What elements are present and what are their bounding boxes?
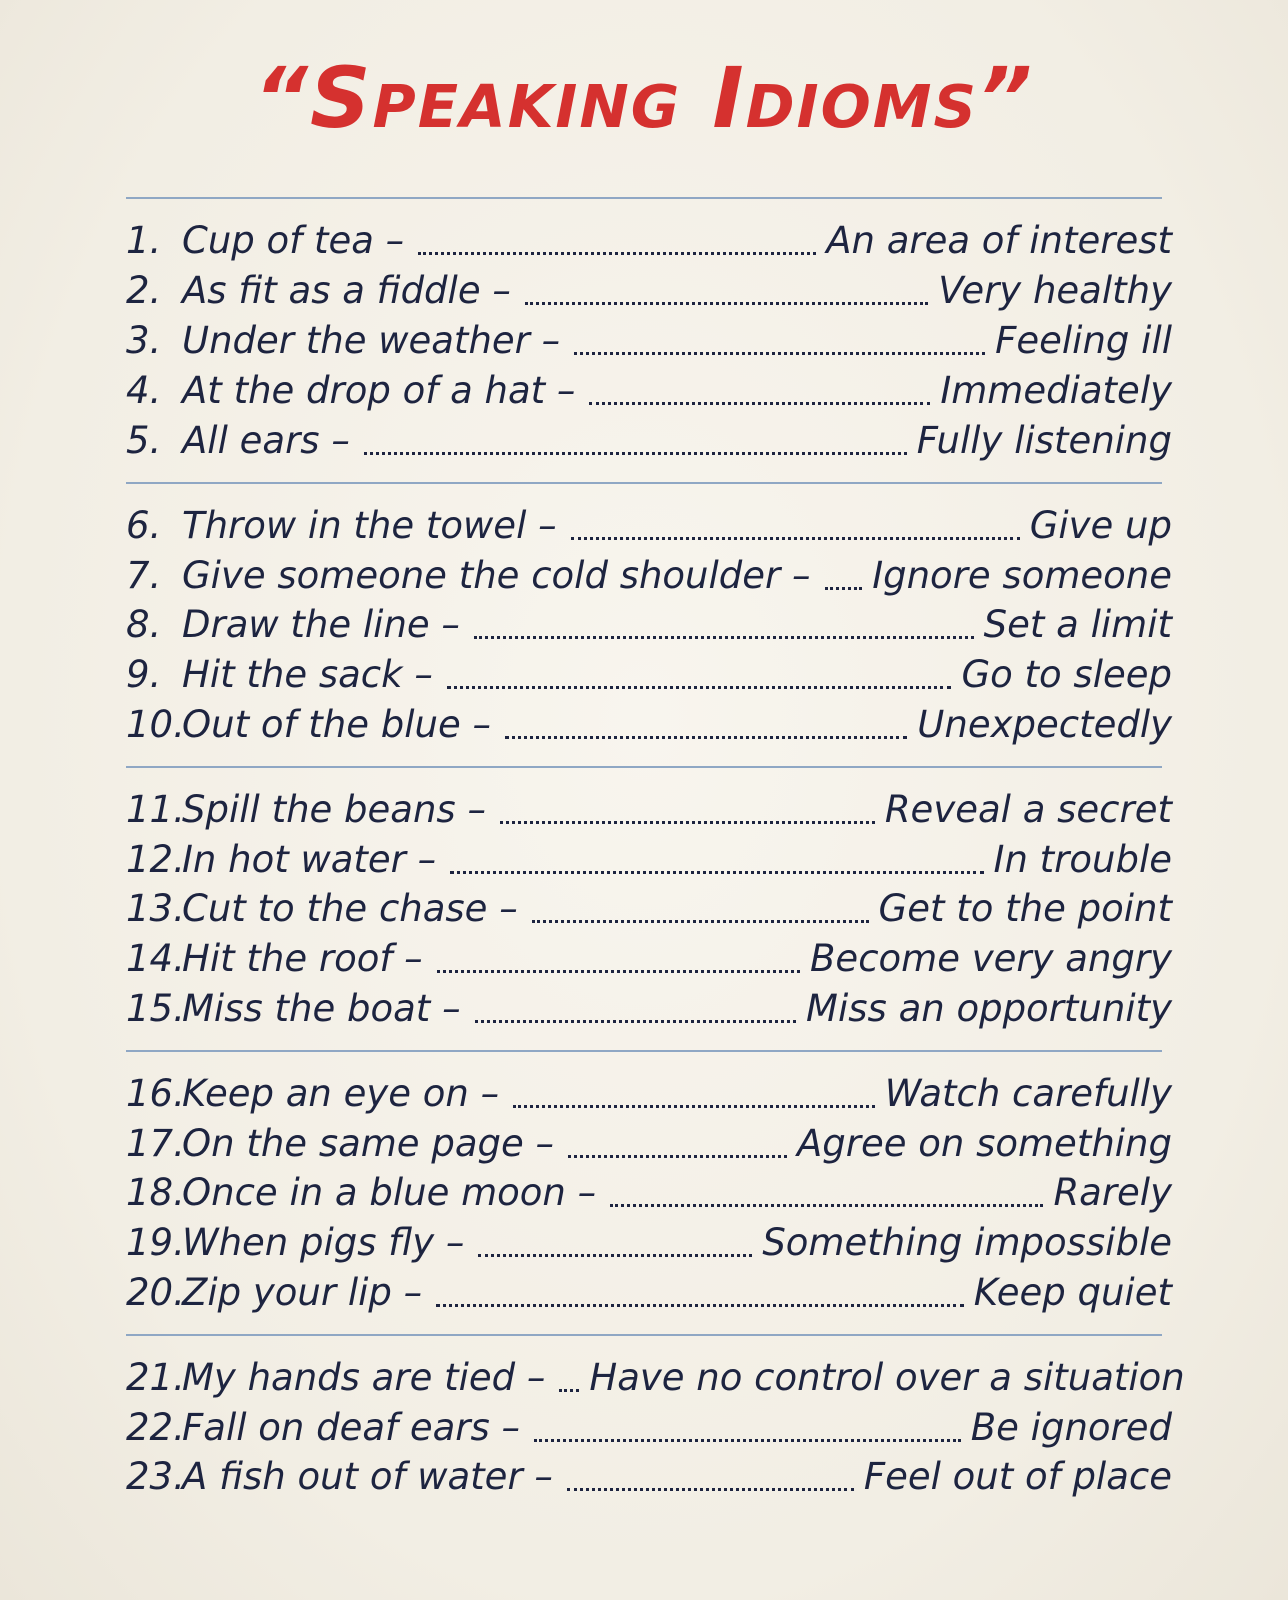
idiom-text: In hot water –: [182, 838, 437, 881]
idiom-row: [126, 1218, 1172, 1268]
item-number: 9.: [126, 653, 162, 696]
section-divider: [126, 766, 1162, 768]
dotted-leader: [532, 920, 869, 923]
item-number: 2.: [126, 269, 162, 312]
item-number: 19.: [126, 1221, 185, 1264]
dotted-leader: [450, 871, 983, 874]
item-number: 8.: [126, 603, 162, 646]
idiom-meaning: Set a limit: [983, 603, 1172, 646]
item-number: 22.: [126, 1406, 185, 1449]
idiom-row: [126, 650, 1172, 700]
idiom-text: Once in a blue moon –: [182, 1171, 597, 1214]
idiom-text: Under the weather –: [182, 319, 561, 362]
idiom-text: Give someone the cold shoulder –: [182, 554, 811, 597]
idiom-text: Zip your lip –: [182, 1271, 423, 1314]
idiom-meaning: Get to the point: [878, 887, 1172, 930]
idiom-text: Cut to the chase –: [182, 887, 518, 930]
idiom-text: Miss the boat –: [182, 987, 461, 1030]
idiom-meaning: Go to sleep: [961, 653, 1172, 696]
item-number: 5.: [126, 419, 162, 462]
idiom-row: [126, 1069, 1172, 1119]
dotted-leader: [559, 1389, 579, 1392]
idiom-meaning: Feel out of place: [863, 1455, 1172, 1498]
dotted-leader: [534, 1439, 961, 1442]
idiom-text: As fit as a fiddle –: [182, 269, 511, 312]
dotted-leader: [610, 1204, 1043, 1207]
idiom-meaning: In trouble: [993, 838, 1172, 881]
section-divider: [126, 197, 1162, 199]
idiom-meaning: Have no control over a situation: [589, 1356, 1185, 1399]
idiom-meaning: Give up: [1029, 504, 1172, 547]
item-number: 12.: [126, 838, 185, 881]
idiom-meaning: Immediately: [940, 369, 1172, 412]
item-number: 4.: [126, 369, 162, 412]
idiom-row: [126, 934, 1172, 984]
idiom-row: [126, 1119, 1172, 1169]
dotted-leader: [571, 537, 1020, 540]
idiom-row: [126, 316, 1172, 366]
idiom-meaning: Reveal a secret: [884, 788, 1172, 831]
idiom-row: [126, 416, 1172, 466]
idiom-row: [126, 984, 1172, 1034]
idiom-meaning: Something impossible: [762, 1221, 1172, 1264]
dotted-leader: [474, 636, 974, 639]
idiom-row: [126, 366, 1172, 416]
section-divider: [126, 1334, 1162, 1336]
dotted-leader: [418, 252, 816, 255]
item-number: 18.: [126, 1171, 185, 1214]
section-divider: [126, 482, 1162, 484]
idiom-text: Hit the sack –: [182, 653, 433, 696]
item-number: 3.: [126, 319, 162, 362]
idiom-meaning: Feeling ill: [995, 319, 1172, 362]
dotted-leader: [364, 452, 907, 455]
idiom-meaning: Unexpectedly: [917, 703, 1172, 746]
idiom-text: Throw in the towel –: [182, 504, 557, 547]
item-number: 13.: [126, 887, 185, 930]
item-number: 6.: [126, 504, 162, 547]
idiom-meaning: Watch carefully: [884, 1072, 1172, 1115]
idiom-row: [126, 835, 1172, 885]
idiom-text: Out of the blue –: [182, 703, 491, 746]
idiom-text: At the drop of a hat –: [182, 369, 576, 412]
dotted-leader: [500, 821, 875, 824]
idiom-row: [126, 501, 1172, 551]
item-number: 23.: [126, 1455, 185, 1498]
dotted-leader: [568, 1155, 787, 1158]
idiom-meaning: An area of interest: [826, 219, 1172, 262]
dotted-leader: [513, 1105, 875, 1108]
idiom-text: When pigs fly –: [182, 1221, 465, 1264]
page-title: “Speaking Idioms”: [253, 49, 1035, 147]
dotted-leader: [447, 686, 952, 689]
dotted-leader: [574, 352, 985, 355]
idiom-meaning: Miss an opportunity: [806, 987, 1172, 1030]
idiom-row: [126, 600, 1172, 650]
idiom-row: [126, 1353, 1185, 1403]
idiom-text: Fall on deaf ears –: [182, 1406, 521, 1449]
idiom-row: [126, 700, 1172, 750]
item-number: 10.: [126, 703, 185, 746]
idiom-text: Keep an eye on –: [182, 1072, 500, 1115]
item-number: 11.: [126, 788, 185, 831]
idiom-row: [126, 1168, 1172, 1218]
section-divider: [126, 1050, 1162, 1052]
idiom-text: My hands are tied –: [182, 1356, 546, 1399]
idiom-row: [126, 266, 1172, 316]
dotted-leader: [478, 1254, 752, 1257]
dotted-leader: [505, 736, 907, 739]
item-number: 20.: [126, 1271, 185, 1314]
dotted-leader: [437, 970, 800, 973]
idiom-text: Cup of tea –: [182, 219, 405, 262]
item-number: 14.: [126, 937, 185, 980]
dotted-leader: [525, 302, 928, 305]
idiom-meaning: Keep quiet: [973, 1271, 1172, 1314]
idiom-text: Draw the line –: [182, 603, 460, 646]
item-number: 17.: [126, 1122, 185, 1165]
idiom-meaning: Agree on something: [796, 1122, 1172, 1165]
dotted-leader: [475, 1020, 796, 1023]
idiom-text: Hit the roof –: [182, 937, 423, 980]
idiom-text: On the same page –: [182, 1122, 555, 1165]
idiom-row: [126, 1452, 1172, 1502]
dotted-leader: [567, 1488, 854, 1491]
idiom-meaning: Be ignored: [970, 1406, 1172, 1449]
idiom-text: A fish out of water –: [182, 1455, 553, 1498]
idiom-row: [126, 1268, 1172, 1318]
idiom-meaning: Ignore someone: [872, 554, 1172, 597]
item-number: 15.: [126, 987, 185, 1030]
dotted-leader: [436, 1304, 964, 1307]
dotted-leader: [589, 402, 930, 405]
item-number: 21.: [126, 1356, 185, 1399]
idiom-meaning: Become very angry: [810, 937, 1172, 980]
idiom-meaning: Rarely: [1053, 1171, 1172, 1214]
dotted-leader: [825, 587, 863, 590]
idiom-meaning: Very healthy: [938, 269, 1172, 312]
idiom-row: [126, 551, 1172, 601]
idiom-row: [126, 785, 1172, 835]
item-number: 7.: [126, 554, 162, 597]
idiom-row: [126, 884, 1172, 934]
idiom-row: [126, 216, 1172, 266]
idiom-text: All ears –: [182, 419, 350, 462]
idiom-meaning: Fully listening: [916, 419, 1172, 462]
idiom-text: Spill the beans –: [182, 788, 486, 831]
item-number: 16.: [126, 1072, 185, 1115]
idiom-row: [126, 1403, 1172, 1453]
item-number: 1.: [126, 219, 162, 262]
